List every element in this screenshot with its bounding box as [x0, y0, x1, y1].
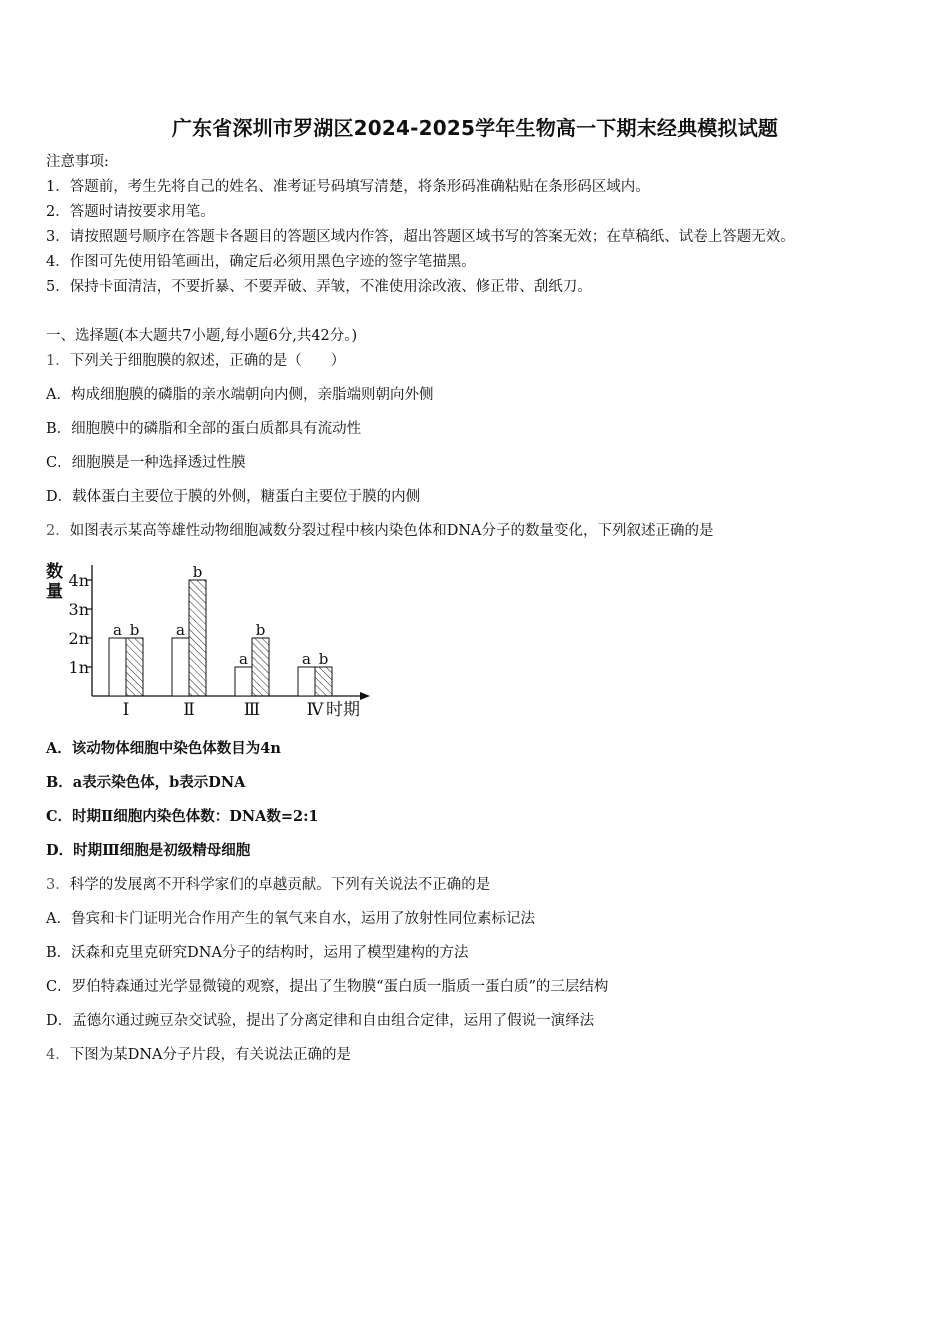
y-tick-label: 4n — [68, 571, 89, 590]
notice-item-2: 2．答题时请按要求用笔。 — [46, 204, 215, 220]
bar-b — [189, 580, 206, 696]
question-stem: 下列关于细胞膜的叙述，正确的是（ ） — [69, 353, 346, 369]
bar-label-b: b — [318, 650, 329, 668]
page-title: 广东省深圳市罗湖区2024-2025学年生物高一下期末经典模拟试题 — [171, 116, 779, 140]
bar-b — [315, 667, 332, 696]
q2-option-a: A．该动物体细胞中染色体数目为4n — [46, 740, 281, 757]
y-tick-label: 2n — [68, 629, 89, 648]
bar-label-a: a — [239, 650, 248, 668]
bar-b — [126, 638, 143, 696]
y-axis-label-1: 数 — [46, 562, 63, 582]
question-1 — [46, 351, 345, 371]
q2-option-b: B．a表示染色体，b表示DNA — [46, 774, 246, 791]
question-number: 4． — [46, 1047, 70, 1063]
y-tick-label: 1n — [68, 658, 89, 677]
category-label: Ⅲ — [243, 700, 261, 720]
bar-label-b: b — [255, 621, 266, 639]
q1-option-d: D．载体蛋白主要位于膜的外侧，糖蛋白主要位于膜的内侧 — [46, 489, 421, 505]
question-number: 1． — [46, 353, 70, 369]
q3-option-a: A．鲁宾和卡门证明光合作用产生的氧气来自水，运用了放射性同位素标记法 — [46, 911, 535, 927]
q1-option-c: C．细胞膜是一种选择透过性膜 — [46, 455, 246, 471]
q1-option-a: A．构成细胞膜的磷脂的亲水端朝向内侧，亲脂端则朝向外侧 — [46, 387, 434, 403]
bar-label-b: b — [129, 621, 140, 639]
x-axis-arrow — [360, 692, 370, 700]
notice-item-5: 5．保持卡面清洁，不要折暴、不要弄破、弄皱，不准使用涂改液、修正带、刮纸刀。 — [46, 279, 592, 295]
bar-label-b: b — [192, 563, 203, 581]
bar-label-a: a — [113, 621, 122, 639]
y-tick-label: 3n — [68, 600, 89, 619]
question-4 — [46, 1045, 351, 1065]
category-label: Ⅳ — [306, 700, 324, 720]
question-stem: 下图为某DNA分子片段，有关说法正确的是 — [69, 1047, 352, 1063]
question-number: 2． — [46, 523, 70, 539]
question-stem: 如图表示某高等雄性动物细胞减数分裂过程中核内染色体和DNA分子的数量变化，下列叙述正确的是 — [69, 523, 714, 539]
bar-a — [172, 638, 189, 696]
notice-item-1: 1．答题前，考生先将自己的姓名、准考证号码填写清楚，将条形码准确粘贴在条形码区域内。 — [46, 179, 650, 195]
question-3 — [46, 875, 490, 895]
bar-chart — [44, 555, 374, 723]
category-label: Ⅰ — [122, 700, 130, 720]
y-axis-label-2: 量 — [46, 582, 63, 602]
notice-item-4: 4．作图可先使用铅笔画出，确定后必须用黑色字迹的签字笔描黑。 — [46, 254, 476, 270]
q3-option-b: B．沃森和克里克研究DNA分子的结构时，运用了模型建构的方法 — [46, 945, 469, 961]
q2-option-c: C．时期Ⅱ细胞内染色体数：DNA数=2:1 — [46, 808, 319, 825]
bar-label-a: a — [176, 621, 185, 639]
bar-a — [235, 667, 252, 696]
bar-b — [252, 638, 269, 696]
category-label: Ⅱ — [183, 700, 195, 720]
question-number: 3． — [46, 877, 70, 893]
q3-option-c: C．罗伯特森通过光学显微镜的观察，提出了生物膜“蛋白质一脂质一蛋白质”的三层结构 — [46, 979, 609, 995]
bar-label-a: a — [302, 650, 311, 668]
notice-item-3: 3．请按照题号顺序在答题卡各题目的答题区域内作答，超出答题区域书写的答案无效；在草稿纸、试卷上答题无效。 — [46, 229, 795, 245]
q3-option-d: D．孟德尔通过豌豆杂交试验，提出了分离定律和自由组合定律，运用了假说一演绎法 — [46, 1013, 595, 1029]
question-2 — [46, 521, 714, 541]
bar-a — [298, 667, 315, 696]
section-header: 一、选择题(本大题共7小题,每小题6分,共42分。) — [46, 328, 358, 344]
x-axis-label: 时期 — [326, 700, 360, 720]
q2-option-d: D．时期Ⅲ细胞是初级精母细胞 — [46, 842, 251, 859]
notice-heading: 注意事项: — [46, 154, 109, 170]
bar-a — [109, 638, 126, 696]
q1-option-b: B．细胞膜中的磷脂和全部的蛋白质都具有流动性 — [46, 421, 362, 437]
question-stem: 科学的发展离不开科学家们的卓越贡献。下列有关说法不正确的是 — [69, 877, 491, 893]
